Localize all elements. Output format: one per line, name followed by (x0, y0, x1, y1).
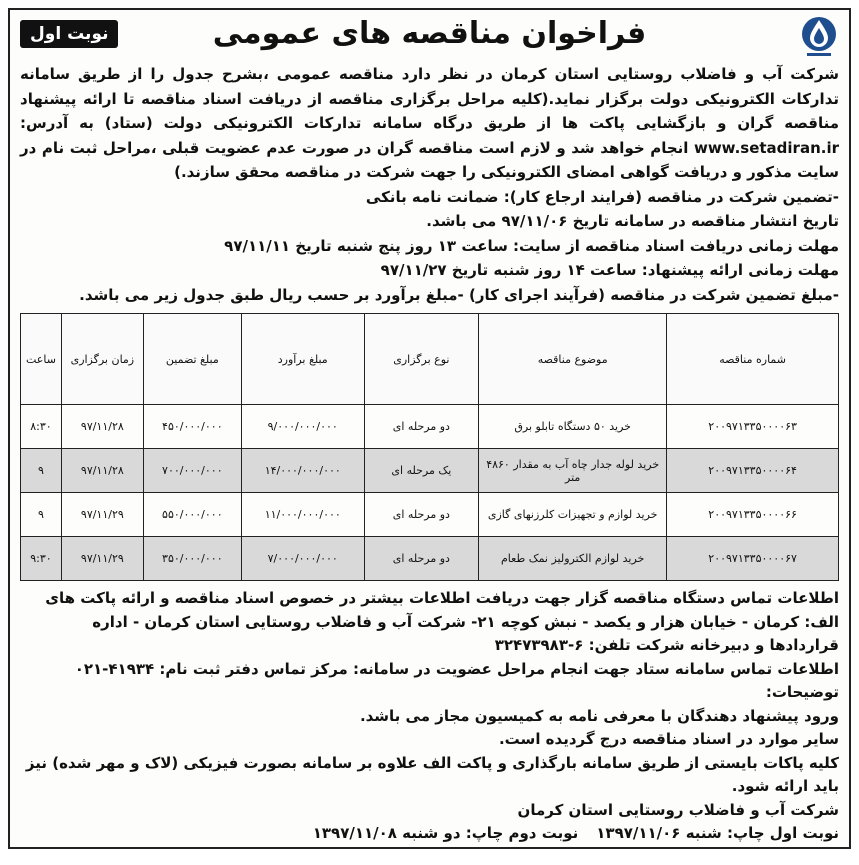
tender-table-wrap (20, 313, 839, 581)
column-header: ساعت (21, 314, 62, 405)
notes-heading: توضیحات: (765, 683, 839, 701)
notice-header (10, 10, 849, 62)
note-line: کلیه پاکات بایستی از طریق سامانه بارگذاری و پاکت الف علاوه بر سامانه بصورت فیزیکی (لاک و مهر شده) نیز باید ارائه شود. (25, 753, 839, 795)
publish-date-line: تاریخ انتشار مناقصه در سامانه تاریخ ۹۷/۱۱/۰۶ می باشد. (426, 212, 839, 230)
guarantee-amount-cell: ۴۵۰/۰۰۰/۰۰۰ (143, 405, 241, 449)
column-header: نوع برگزاری (364, 314, 479, 405)
tender-number-cell: ۲۰۰۹۷۱۳۳۵۰۰۰۰۶۳ (667, 405, 839, 449)
print-dates (20, 822, 839, 846)
page-title: فراخوان مناقصه های عمومی (212, 16, 647, 51)
setad-contact-line: اطلاعات تماس سامانه ستاد جهت انجام مراحل عضویت در سامانه: مرکز تماس دفتر ثبت نام: ۴۱۹۳۴-۰۲۱ (74, 659, 839, 678)
note-line: ورود پیشنهاد دهندگان با معرفی نامه به کمیسیون مجاز می باشد. (359, 706, 839, 725)
notice-footer (10, 581, 849, 846)
proposal-deadline-line: مهلت زمانی ارائه پیشنهاد: ساعت ۱۴ روز شنبه تاریخ ۹۷/۱۱/۲۷ (380, 261, 839, 279)
tender-number-cell: ۲۰۰۹۷۱۳۳۵۰۰۰۰۶۷ (667, 537, 839, 581)
note-line: سایر موارد در اسناد مناقصه درج گردیده است. (498, 730, 839, 748)
tender-subject-cell: خرید ۵۰ دستگاه تابلو برق (479, 405, 667, 449)
time-cell: ۹ (21, 493, 62, 537)
column-header: مبلغ برآورد (241, 314, 364, 405)
table-row (21, 405, 839, 449)
guarantee-line: -تضمین شرکت در مناقصه (فرایند ارجاع کار): ضمانت نامه بانکی (365, 187, 839, 206)
intro-paragraph: شرکت آب و فاضلاب روستایی استان کرمان در نظر دارد مناقصه عمومی ،بشرح جدول را از طریق سامانه تدارکات الکترونیکی دولت برگزار نماید.(کلیه مراحل برگزاری مناقصه از دریافت اسناد مناقصه تا ارائه پیشنهاد مناقصه گران و بازگشایی پاکت ها از طریق درگاه سامانه تدارکات الکترونیکی دولت (ستاد) به آدرس: www.setadiran.ir انجام خواهد شد و لازم است مناقصه گران در صورت عدم عضویت قبلی ،مراحل ثبت نام در سایت مذکور و دریافت گواهی امضای الکترونیکی را جهت شرکت در مناقصه محقق سازند.) (20, 65, 839, 181)
estimate-amount-cell: ۱۴/۰۰۰/۰۰۰/۰۰۰ (241, 449, 364, 493)
estimate-amount-cell: ۱۱/۰۰۰/۰۰۰/۰۰۰ (241, 493, 364, 537)
table-row (21, 537, 839, 581)
column-header: شماره مناقصه (667, 314, 839, 405)
tender-subject-cell: خرید لوازم و تجهیزات کلرزنهای گازی (479, 493, 667, 537)
column-header: زمان برگزاری (61, 314, 143, 405)
table-header-row (21, 314, 839, 405)
estimate-amount-cell: ۹/۰۰۰/۰۰۰/۰۰۰ (241, 405, 364, 449)
date-cell: ۹۷/۱۱/۲۹ (61, 537, 143, 581)
publication-badge: نوبت اول (20, 20, 118, 48)
estimate-amount-cell: ۷/۰۰۰/۰۰۰/۰۰۰ (241, 537, 364, 581)
guarantee-amount-cell: ۷۰۰/۰۰۰/۰۰۰ (143, 449, 241, 493)
time-cell: ۸:۳۰ (21, 405, 62, 449)
tender-contact-line: اطلاعات تماس دستگاه مناقصه گزار جهت دریافت اطلاعات بیشتر در خصوص اسناد مناقصه و ارائه پاکت های الف: کرمان - خیابان هزار و یکصد - نبش کوچه ۲۱- شرکت آب و فاضلاب روستایی استان کرمان - اداره قراردادها و دبیرخانه شرکت تلفن: ۶-۳۲۴۷۳۹۸۳ (45, 589, 839, 654)
amount-note-line: -مبلغ تضمین شرکت در مناقصه (فرآیند اجرای کار) -مبلغ برآورد بر حسب ریال طبق جدول زیر می باشد. (79, 285, 839, 304)
tender-subject-cell: خرید لوازم الکترولیز نمک طعام (479, 537, 667, 581)
time-cell: ۹ (21, 449, 62, 493)
tender-type-cell: دو مرحله ای (364, 537, 479, 581)
tender-table (20, 313, 839, 581)
tender-number-cell: ۲۰۰۹۷۱۳۳۵۰۰۰۰۶۶ (667, 493, 839, 537)
tender-type-cell: دو مرحله ای (364, 405, 479, 449)
table-row (21, 449, 839, 493)
date-cell: ۹۷/۱۱/۲۸ (61, 405, 143, 449)
date-cell: ۹۷/۱۱/۲۸ (61, 449, 143, 493)
guarantee-amount-cell: ۳۵۰/۰۰۰/۰۰۰ (143, 537, 241, 581)
second-print-date: نوبت دوم چاپ: دو شنبه ۱۳۹۷/۱۱/۰۸ (312, 824, 579, 842)
tender-number-cell: ۲۰۰۹۷۱۳۳۵۰۰۰۰۶۴ (667, 449, 839, 493)
column-header: مبلغ تضمین (143, 314, 241, 405)
time-cell: ۹:۳۰ (21, 537, 62, 581)
notice-body (10, 62, 849, 307)
guarantee-amount-cell: ۵۵۰/۰۰۰/۰۰۰ (143, 493, 241, 537)
document-deadline-line: مهلت زمانی دریافت اسناد مناقصه از سایت: ساعت ۱۳ روز پنج شنبه تاریخ ۹۷/۱۱/۱۱ (224, 236, 839, 255)
tender-type-cell: دو مرحله ای (364, 493, 479, 537)
column-header: موضوع مناقصه (479, 314, 667, 405)
date-cell: ۹۷/۱۱/۲۹ (61, 493, 143, 537)
first-print-date: نوبت اول چاپ: شنبه ۱۳۹۷/۱۱/۰۶ (596, 824, 839, 842)
tender-subject-cell: خرید لوله جدار چاه آب به مقدار ۴۸۶۰ متر (479, 449, 667, 493)
tender-notice (8, 8, 851, 849)
table-row (21, 493, 839, 537)
tender-type-cell: یک مرحله ای (364, 449, 479, 493)
company-name-line: شرکت آب و فاضلاب روستایی استان کرمان (517, 800, 839, 819)
